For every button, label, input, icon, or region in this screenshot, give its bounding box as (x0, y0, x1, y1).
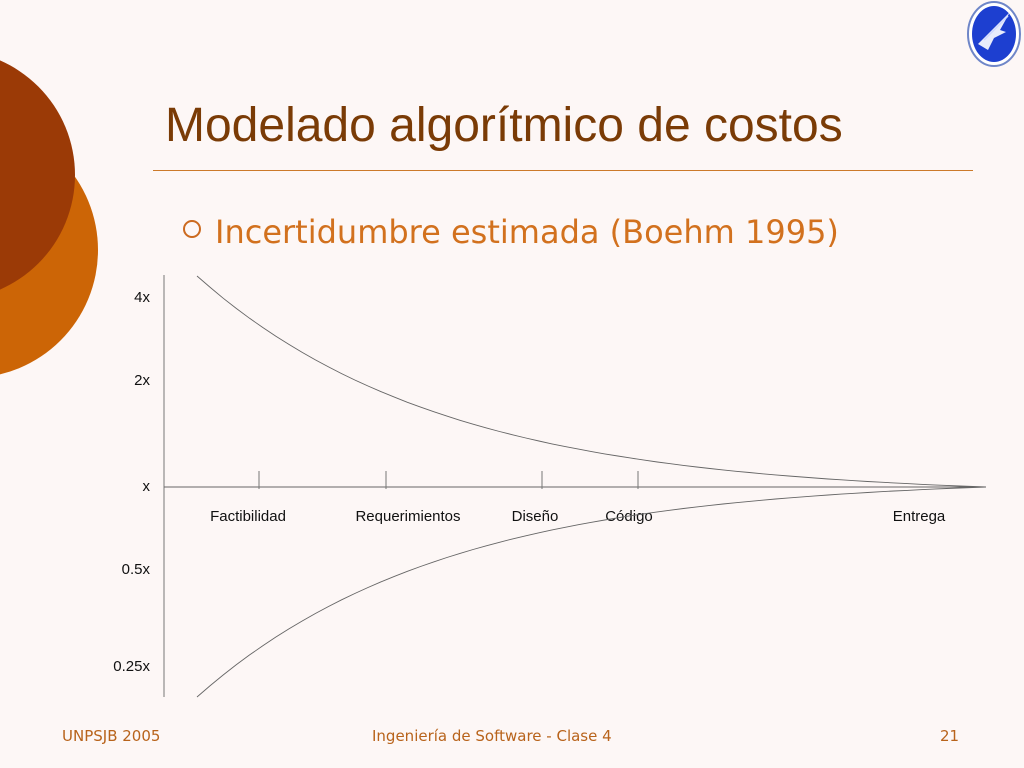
phase-label: Entrega (892, 508, 946, 525)
y-tick-label: x (142, 478, 150, 495)
y-tick-label: 0.5x (121, 561, 150, 578)
lower-bound-curve (197, 487, 986, 697)
slide-title: Modelado algorítmico de costos (165, 99, 843, 152)
y-tick-label: 2x (134, 372, 150, 389)
footer-center: Ingeniería de Software - Clase 4 (372, 727, 612, 745)
phase-label: Código (605, 508, 653, 525)
phase-label: Factibilidad (210, 508, 286, 525)
footer-left: UNPSJB 2005 (62, 727, 161, 745)
y-tick-label: 0.25x (113, 658, 150, 675)
upper-bound-curve (197, 276, 986, 487)
phase-label: Requerimientos (355, 508, 461, 525)
bullet-text: Incertidumbre estimada (Boehm 1995) (215, 213, 839, 251)
phase-label: Diseño (511, 508, 559, 525)
y-tick-label: 4x (134, 289, 150, 306)
slide-number: 21 (940, 727, 960, 745)
